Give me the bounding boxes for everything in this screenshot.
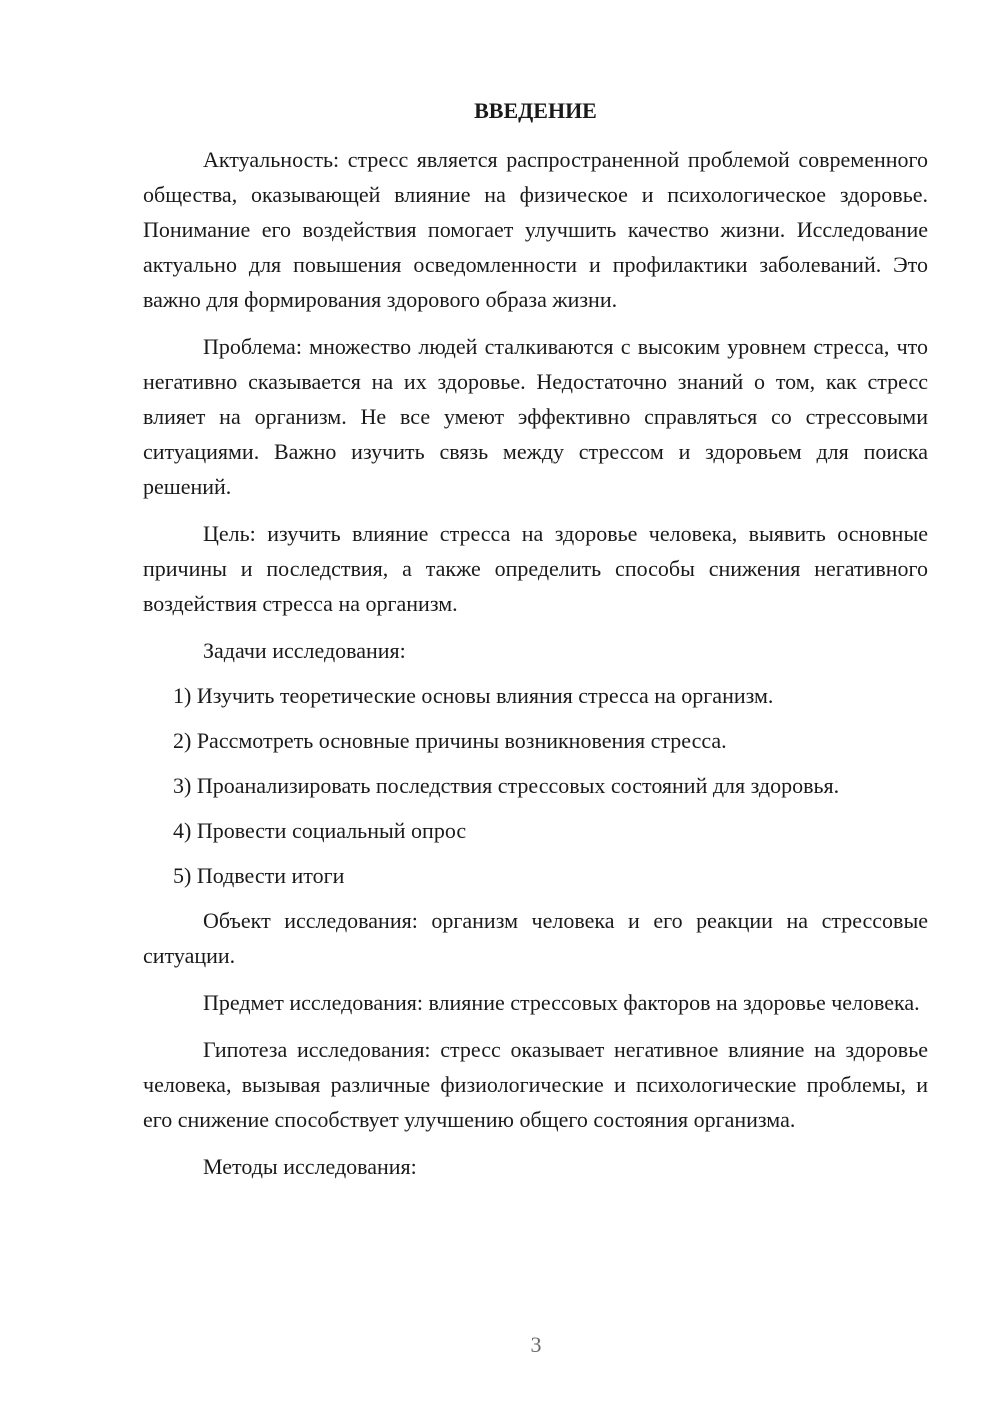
task-item: 5) Подвести итоги <box>173 863 345 888</box>
task-item: 1) Изучить теоретические основы влияния стресса на организм. <box>173 683 774 708</box>
task-item: 3) Проанализировать последствия стрессовых состояний для здоровья. <box>173 773 840 798</box>
tasks-heading: Задачи исследования: <box>203 638 406 663</box>
page-content <box>143 96 928 1194</box>
object-paragraph: Объект исследования: организм человека и его реакции на стрессовые ситуации. <box>143 908 928 968</box>
task-item: 4) Провести социальный опрос <box>173 818 467 843</box>
section-title: ВВЕДЕНИЕ <box>474 98 597 123</box>
hypothesis-paragraph: Гипотеза исследования: стресс оказывает негативное влияние на здоровье человека, вызывая различные физиологические и психологические проблемы, и его снижение способствует улучшению общего состояния организма. <box>143 1037 928 1132</box>
problem-paragraph: Проблема: множество людей сталкиваются с высоким уровнем стресса, что негативно сказывается на их здоровье. Недостаточно знаний о том, как стресс влияет на организм. Не все умеют эффективно справляться со стрессовыми ситуациями. Важно изучить связь между стрессом и здоровьем для поиска решений. <box>143 334 928 499</box>
methods-heading: Методы исследования: <box>203 1154 417 1179</box>
goal-paragraph: Цель: изучить влияние стресса на здоровье человека, выявить основные причины и последствия, а также определить способы снижения негативного воздействия стресса на организм. <box>143 521 928 616</box>
tasks-list <box>143 678 928 893</box>
task-item: 2) Рассмотреть основные причины возникновения стресса. <box>173 728 727 753</box>
page-number: 3 <box>530 1332 542 1357</box>
relevance-paragraph: Актуальность: стресс является распространенной проблемой современного общества, оказывающей влияние на физическое и психологическое здоровье. Понимание его воздействия помогает улучшить качество жизни. Исследование актуально для повышения осведомленности и профилактики заболеваний. Это важно для формирования здорового образа жизни. <box>143 147 928 312</box>
subject-paragraph: Предмет исследования: влияние стрессовых факторов на здоровье человека. <box>203 990 920 1015</box>
